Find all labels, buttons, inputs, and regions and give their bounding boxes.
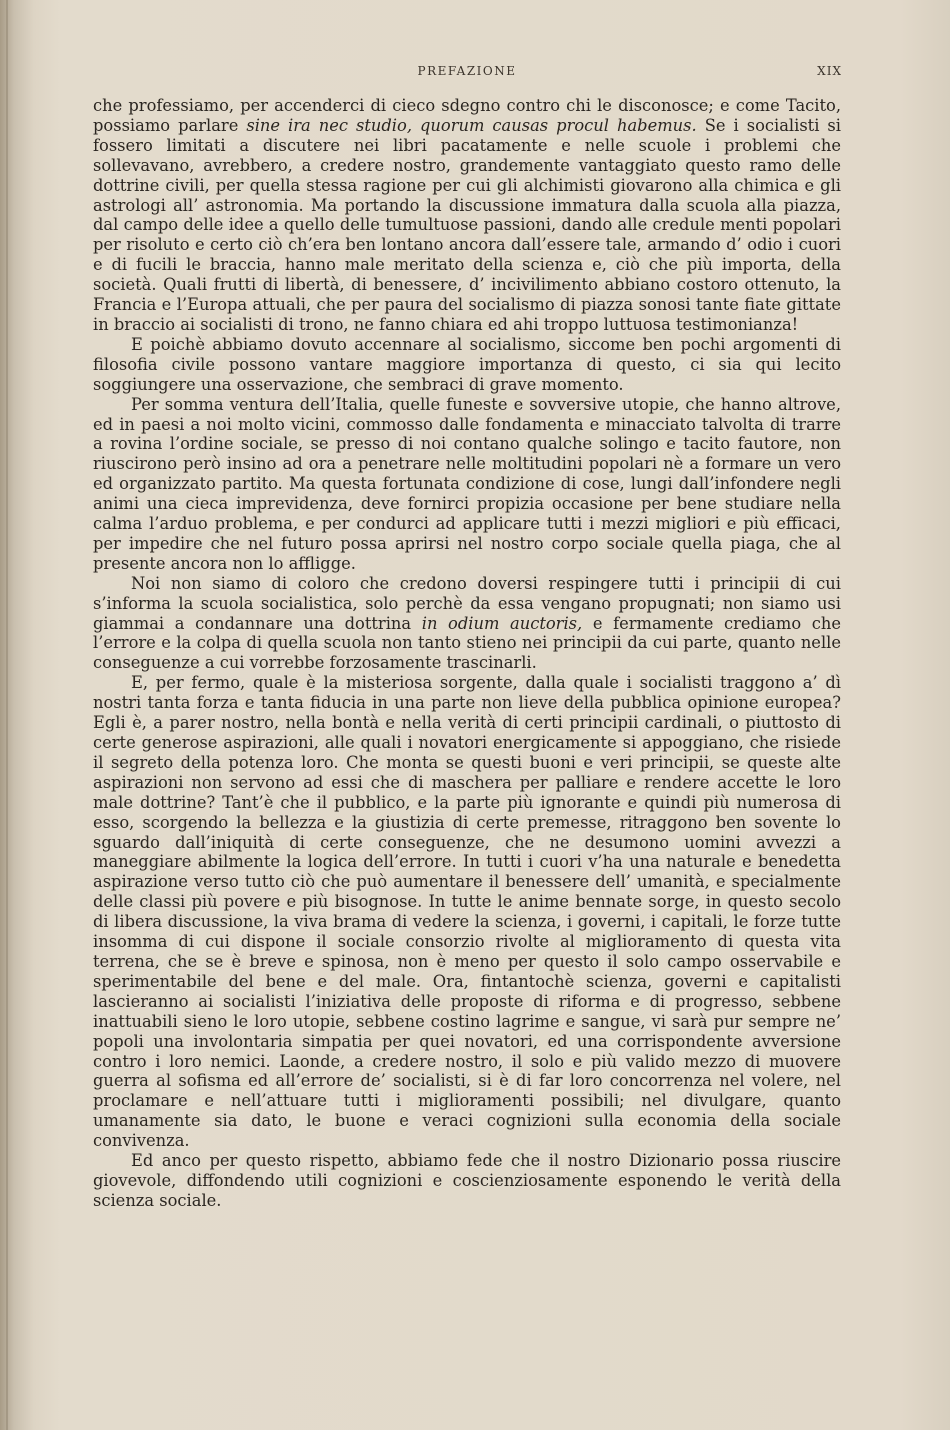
text-run: E, per fermo, quale è la misteriosa sorgente, dalla quale i socialisti traggono a’ dì nostri tanta forza e tanta fiducia in una parte non lieve della pubblica opinione europea? Egli è, a parer nostro, nella bontà e nella verità di certi principii cardinali, o piuttosto di certe generose aspirazioni, alle quali i novatori energicamente si appoggiano, che risiede il segreto della potenza loro. Che monta se questi buoni e veri principii, se queste alte aspirazioni non servono ad essi che di maschera per palliare e rendere accette le loro male dottrine? Tant’è che il pubblico, e la parte più ignorante e quindi più numerosa di esso, scorgendo la bellezza e la giustizia di certe premesse, ritraggono ben sovente lo sguardo dall’iniquità di certe conseguenze, che ne desumono uomini avvezzi a maneggiare abilmente la logica dell’errore. In tutti i cuori v’ha una naturale e benedetta aspirazione verso tutto ciò che può aumentare il benessere dell’ umanità, e specialmente delle classi più povere e più bisognose. In tutte le anime bennate sorge, in questo secolo di libera discussione, la viva brama di vedere la scienza, i governi, i capitali, le forze tutte insomma di cui dispone il sociale consorzio rivolte al miglioramento di questa vita terrena, che se è breve e spinosa, non è meno per questo il solo campo osservabile e sperimentabile del bene e del male. Ora, fintantochè scienza, governi e capitalisti lascieranno ai socialisti l’iniziativa delle proposte di riforma e di progresso, sebbene inattuabili sieno le loro utopie, sebbene costino lagrime e sangue, vi sarà pur sempre ne’ popoli una involontaria simpatia per quei novatori, ed una corrispondente avversione contro i loro nemici. Laonde, a credere nostro, il solo e più valido mezzo di muovere guerra al sofisma ed all’errore de’ socialisti, si è di far loro concorrenza nel volere, nel proclamare e nell’attuare tutti i miglioramenti possibili; nel divulgare, quanto umanamente sia dato, le buone e veraci cognizioni sulla economia della sociale convivenza. <box>93 673 841 1151</box>
paragraph <box>93 574 841 674</box>
text-run: che professiamo, per accenderci di cieco sdegno contro chi le disconosce; e come Tacito, possiamo parlare <box>93 96 841 135</box>
paragraph <box>93 1151 841 1211</box>
text-run: Se i socialisti si fossero limitati a discutere nei libri pacatamente e nelle scuole i problemi che sollevavano, avrebbero, a credere nostro, grandemente vantaggiato questo ramo delle dottrine civili, per quella stessa ragione per cui gli alchimisti giovarono alla chimica e gli astrologi all’ astronomia. Ma portando la discussione immatura dalla scuola alla piazza, dal campo delle idee a quello delle tumultuose passioni, dando alle credule menti popolari per risoluto e certo ciò ch’era ben lontano ancora dall’essere tale, armando d’ odio i cuori e di fucili le braccia, hanno male meritato della scienza e, ciò che più importa, della società. Quali frutti di libertà, di benessere, d’ incivilimento abbiano costoro ottenuto, la Francia e l’Europa attuali, che per paura del socialismo di piazza sonosi tante fiate gittate in braccio ai socialisti di trono, ne fanno chiara ed ahi troppo luttuosa testimonianza! <box>93 115 841 334</box>
paragraph <box>93 673 841 1151</box>
text-run: Noi non siamo di coloro che credono doversi respingere tutti i principii di cui s’informa la scuola socialistica, solo perchè da essa vengano propugnati; non siamo usi giammai a condannare una dottrina <box>93 573 841 633</box>
text-run: Per somma ventura dell’Italia, quelle funeste e sovversive utopie, che hanno altrove, ed in paesi a noi molto vicini, commosso dalle fondamenta e minacciato talvolta di trarre a rovina l’ordine sociale, se presso di noi contano qualche solingo e tacito fautore, non riuscirono però insino ad ora a penetrare nelle moltitudini popolari nè a formare un vero ed organizzato partito. Ma questa fortunata condizione di cose, lungi dall’infondere negli animi una cieca imprevidenza, deve fornirci propizia occasione per bene studiare nella calma l’arduo problema, e per condurci ad applicare tutti i mezzi migliori e più efficaci, per impedire che nel futuro possa aprirsi nel nostro corpo sociale quella piaga, che al presente ancora non lo affligge. <box>93 394 841 573</box>
italic-phrase: sine ira nec studio, quorum causas procul habemus. <box>246 115 697 135</box>
running-title: PREFAZIONE <box>417 64 517 78</box>
italic-phrase: in odium auctoris, <box>421 613 583 633</box>
text-run: E poichè abbiamo dovuto accennare al socialismo, siccome ben pochi argomenti di filosofia civile possono vantare maggiore importanza di questo, ci sia qui lecito soggiungere una osservazione, che sembraci di grave momento. <box>93 334 841 394</box>
text-run: e fermamente crediamo che l’errore e la colpa di quella scuola non tanto stieno nei principii da cui parte, quanto nelle conseguenze a cui vorrebbe forzosamente trascinarli. <box>93 613 841 673</box>
page-number: XIX <box>817 64 842 78</box>
text-run: Ed anco per questo rispetto, abbiamo fede che il nostro Dizionario possa riuscire giovevole, diffondendo utili cognizioni e coscienziosamente esponendo le verità della scienza sociale. <box>93 1151 841 1210</box>
body-text <box>93 96 841 1211</box>
paragraph <box>93 96 841 335</box>
binding-gutter <box>6 0 8 1430</box>
running-head <box>92 64 842 84</box>
paragraph <box>93 395 841 574</box>
paragraph <box>93 335 841 395</box>
